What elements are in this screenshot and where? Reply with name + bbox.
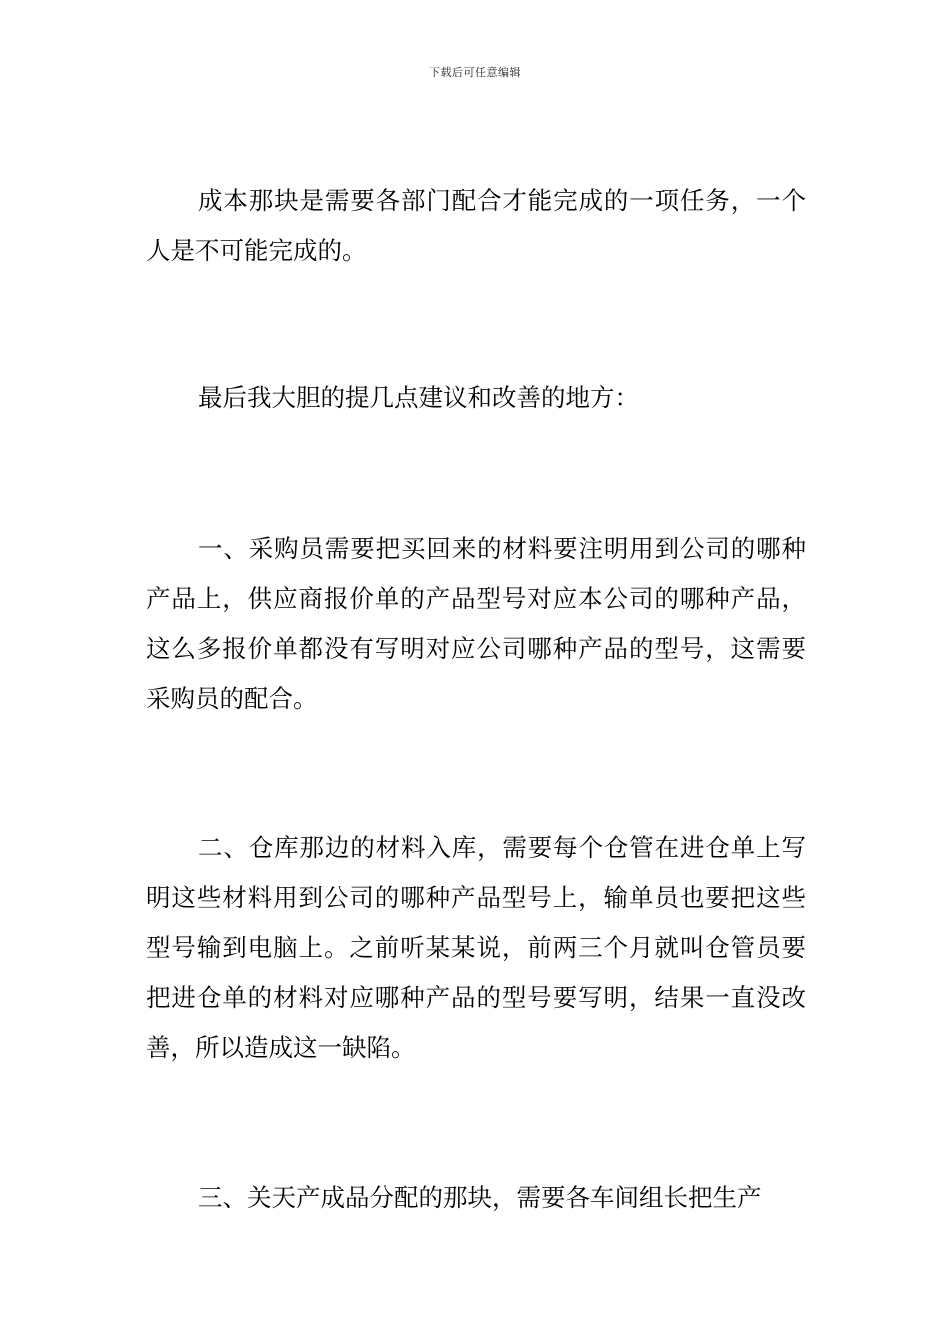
paragraph-suggestion-1: 一、采购员需要把买回来的材料要注明用到公司的哪种产品上，供应商报价单的产品型号对应本公司的哪种产品，这么多报价单都没有写明对应公司哪种产品的型号，这需要采购员的配合。 [146, 534, 806, 713]
paragraph-suggestion-2: 二、仓库那边的材料入库，需要每个仓管在进仓单上写明这些材料用到公司的哪种产品型号上，输单员也要把这些型号输到电脑上。之前听某某说，前两三个月就叫仓管员要把进仓单的材料对应哪种产品的型号要写明，结果一直没改善，所以造成这一缺陷。 [146, 833, 806, 1062]
paragraph-suggestions-intro: 最后我大胆的提几点建议和改善的地方： [198, 383, 639, 412]
header-note: 下载后可任意编辑 [429, 66, 521, 79]
paragraph-cost-cooperation: 成本那块是需要各部门配合才能完成的一项任务，一个人是不可能完成的。 [146, 186, 806, 265]
paragraph-suggestion-3: 三、关天产成品分配的那块，需要各车间组长把生产 [198, 1183, 762, 1212]
